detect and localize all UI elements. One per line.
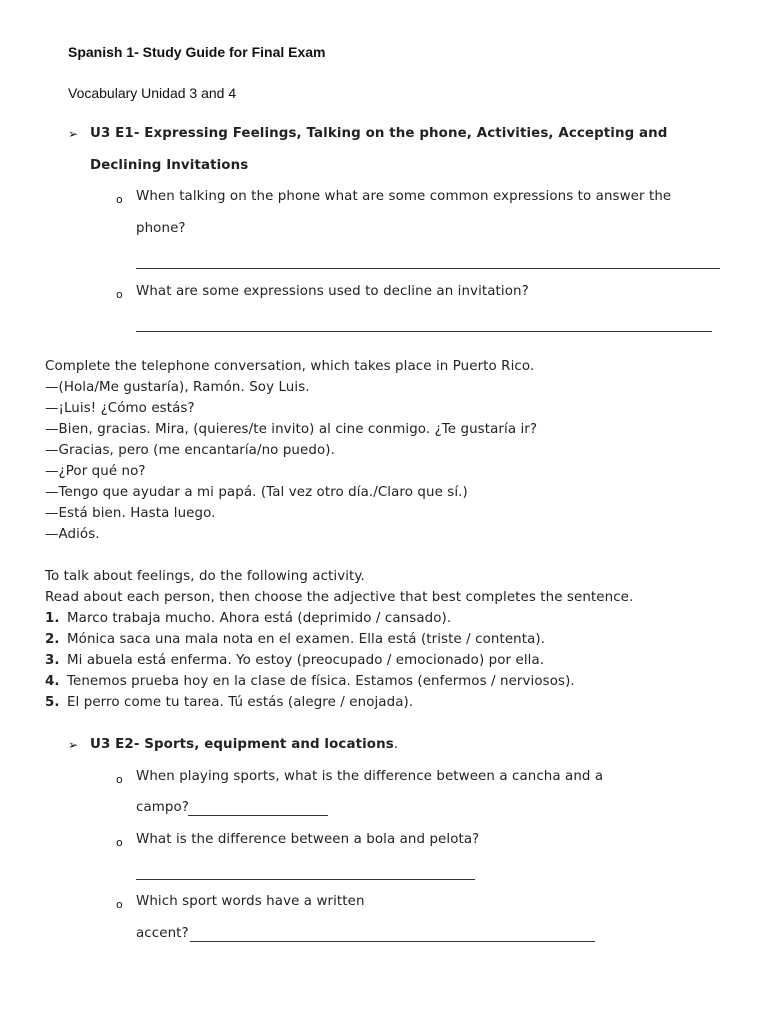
conversation-intro: Complete the telephone conversation, which takes place in Puerto Rico. [45,359,535,374]
feelings-item: El perro come tu tarea. Tú estás (alegre / enojada). [67,695,414,710]
item-number: 3. [45,653,60,668]
answer-line[interactable] [188,815,328,816]
feelings-item: Mi abuela está enferma. Yo estoy (preocupado / emocionado) por ella. [67,653,545,668]
section2-question2: What is the difference between a bola and pelota? [136,832,480,847]
feelings-item: Marco trabaja mucho. Ahora está (deprimido / cansado). [67,611,452,626]
section2-question1-line1: When playing sports, what is the difference between a cancha and a [136,769,604,784]
section2-question3-line1: Which sport words have a written [136,894,365,909]
section2-heading-period: . [393,737,399,752]
section2-heading-text: U3 E2- Sports, equipment and locations [90,737,394,752]
section2-heading [90,737,398,752]
bullet-icon: o [116,288,123,301]
bullet-icon: o [116,898,123,911]
section1-heading-line2: Declining Invitations [90,158,249,173]
conversation-line: —Está bien. Hasta luego. [45,506,216,521]
feelings-item: Tenemos prueba hoy en la clase de física. Estamos (enfermos / nerviosos). [67,674,575,689]
conversation-line: —Adiós. [45,527,100,542]
answer-line[interactable] [136,268,720,269]
feelings-intro2: Read about each person, then choose the adjective that best completes the sentence. [45,590,634,605]
bullet-icon: o [116,193,123,206]
arrow-bullet-icon: ➢ [68,127,79,141]
answer-line[interactable] [136,879,475,880]
conversation-line: —Gracias, pero (me encantaría/no puedo). [45,443,335,458]
answer-line[interactable] [136,331,712,332]
section1-question1-line1: When talking on the phone what are some common expressions to answer the [136,189,672,204]
bullet-icon: o [116,773,123,786]
item-number: 5. [45,695,60,710]
conversation-line: —¿Por qué no? [45,464,146,479]
feelings-item: Mónica saca una mala nota en el examen. Ella está (triste / contenta). [67,632,546,647]
conversation-line: —Tengo que ayudar a mi papá. (Tal vez otro día./Claro que sí.) [45,485,468,500]
conversation-line: —(Hola/Me gustaría), Ramón. Soy Luis. [45,380,310,395]
bullet-icon: o [116,836,123,849]
section2-question1-line2: campo? [136,800,190,815]
page-subtitle: Vocabulary Unidad 3 and 4 [68,85,237,101]
arrow-bullet-icon: ➢ [68,738,79,752]
item-number: 2. [45,632,60,647]
page-title: Spanish 1- Study Guide for Final Exam [68,44,326,60]
item-number: 1. [45,611,60,626]
section2-question3-line2: accent? [136,926,189,941]
section1-heading-line1: U3 E1- Expressing Feelings, Talking on the phone, Activities, Accepting and [90,126,668,141]
feelings-intro1: To talk about feelings, do the following activity. [45,569,365,584]
conversation-line: —¡Luis! ¿Cómo estás? [45,401,195,416]
item-number: 4. [45,674,60,689]
answer-line[interactable] [190,941,595,942]
conversation-line: —Bien, gracias. Mira, (quieres/te invito) al cine conmigo. ¿Te gustaría ir? [45,422,538,437]
section1-question1-line2: phone? [136,221,186,236]
section1-question2: What are some expressions used to decline an invitation? [136,284,529,299]
